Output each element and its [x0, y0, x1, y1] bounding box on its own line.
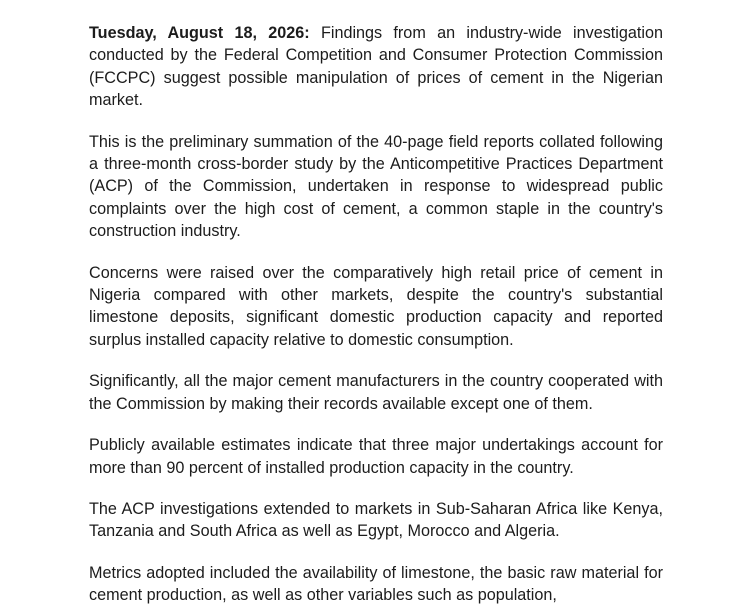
paragraph-intro [89, 22, 663, 112]
paragraph-metrics: Metrics adopted included the availability of limestone, the basic raw material for cement production, as well as other variables such as population, [89, 563, 663, 605]
paragraph-concerns: Concerns were raised over the comparatively high retail price of cement in Nigeria compared with other markets, despite the country's substantial limestone deposits, significant domestic production capacity and reported surplus installed capacity relative to domestic consumption. [89, 263, 663, 349]
paragraph-field-reports: This is the preliminary summation of the 40-page field reports collated following a three-month cross-border study by the Anticompetitive Practices Department (ACP) of the Commission, undertaken in response to widespread public complaints over the high cost of cement, a common staple in the country's construction industry. [89, 132, 663, 241]
paragraph-cooperation: Significantly, all the major cement manufacturers in the country cooperated with the Commission by making their records available except one of them. [89, 372, 663, 413]
paragraph-market-share: Publicly available estimates indicate that three major undertakings account for more than 90 percent of installed production capacity in the country. [89, 436, 663, 477]
paragraph-intro-text: Findings from an industry-wide investigation conducted by the Federal Competition and Consumer Protection Commission (FCCPC) suggest possible manipulation of prices of cement in the Nigerian market. [89, 24, 664, 110]
dateline: Tuesday, August 18, 2026: [89, 24, 310, 42]
paragraph-markets: The ACP investigations extended to markets in Sub-Saharan Africa like Kenya, Tanzania and South Africa as well as Egypt, Morocco and Algeria. [89, 499, 663, 541]
